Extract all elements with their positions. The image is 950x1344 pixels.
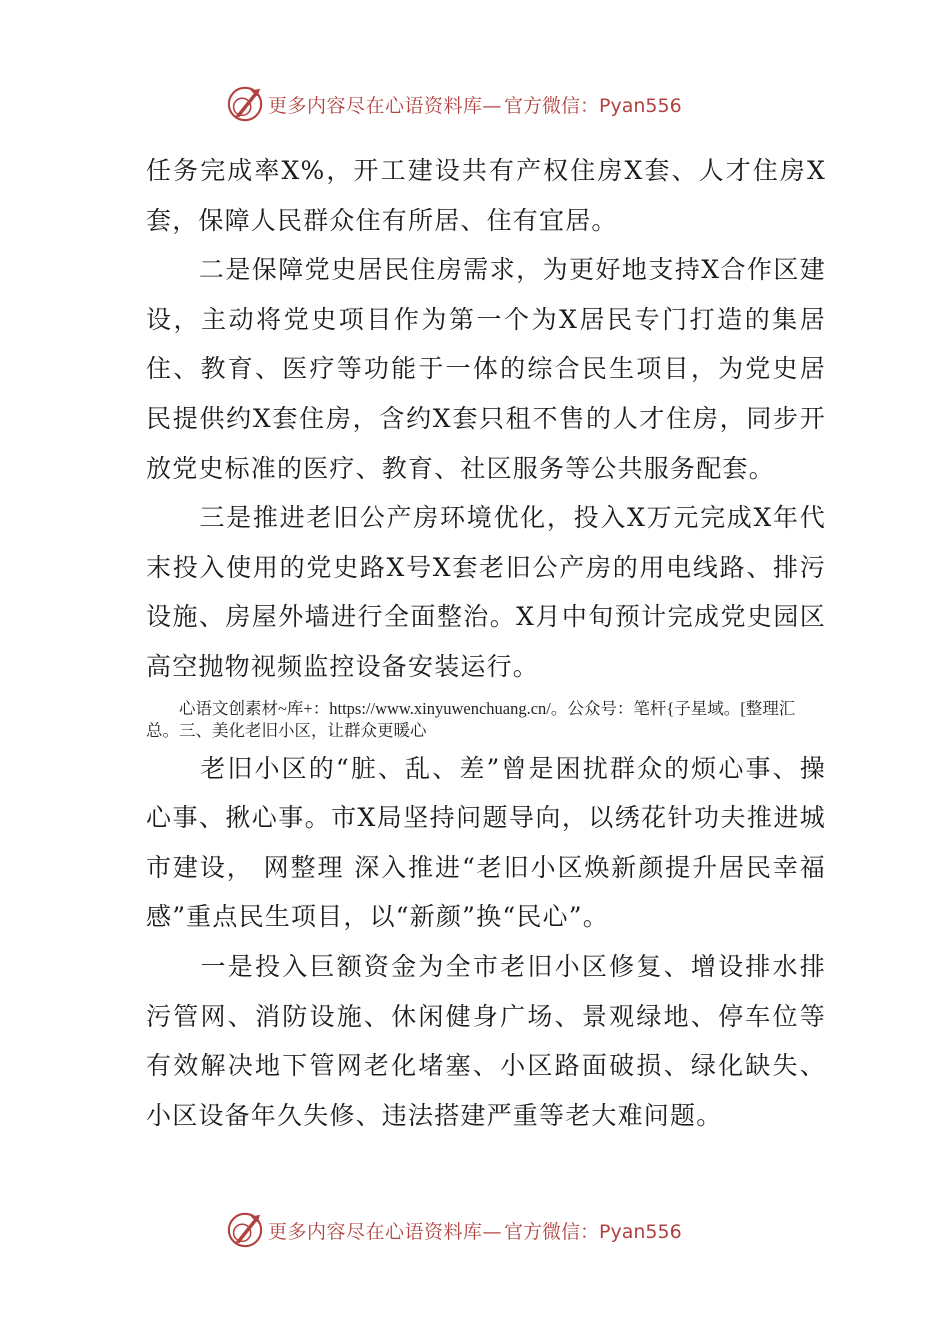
paragraph: 老旧小区的“脏、乱、差”曾是困扰群众的烦心事、操心事、揪心事。市X局坚持问题导向，以绣花针功夫推进城市建设， 网整理 深入推进“老旧小区焕新颜提升居民幸福感”重点民生项目，以“新颜”换“民心”。 (146, 753, 826, 932)
paragraph: 三是推进老旧公产房环境优化，投入X万元完成X年代末投入使用的党史路X号X套老旧公产房的用电线路、排污设施、房屋外墙进行全面整治。X月中旬预计完成党史园区高空抛物视频监控设备安装运行。 (146, 503, 826, 681)
paragraph: 二是保障党史居民住房需求，为更好地支持X合作区建设，主动将党史项目作为第一个为X居民专门打造的集居住、教育、医疗等功能于一体的综合民生项目，为党史居民提供约X套住房，含约X套只租不售的人才住房，同步开放党史标准的医疗、教育、社区服务等公共服务配套。 (146, 255, 826, 483)
paragraph: 一是投入巨额资金为全市老旧小区修复、增设排水排污管网、消防设施、休闲健身广场、景观绿地、停车位等有效解决地下管网老化堵塞、小区路面破损、绿化缺失、小区设备年久失修、违法搭建严重等老大难问题。 (146, 951, 826, 1130)
paragraph: 任务完成率X%，开工建设共有产权住房X套、人才住房X套，保障人民群众住有所居、住有宜居。 (146, 156, 826, 235)
quill-seal-icon (226, 1211, 264, 1249)
banner-wechat-text: 官方微信：Pyan556 (504, 94, 682, 117)
banner-wechat-text: 官方微信：Pyan556 (504, 1220, 682, 1243)
banner-brand-text: 更多内容尽在心语资料库— (268, 1220, 503, 1243)
header-banner (226, 84, 746, 124)
footer-banner (226, 1210, 746, 1250)
quill-seal-icon (226, 85, 264, 123)
document-body (146, 146, 826, 1140)
source-note: 心语文创素材~库+：https://www.xinyuwenchuang.cn/。公众号：笔杆{子星域。[整理汇总。三、美化老旧小区，让群众更暖心 (146, 698, 796, 740)
banner-brand-text: 更多内容尽在心语资料库— (268, 94, 503, 117)
